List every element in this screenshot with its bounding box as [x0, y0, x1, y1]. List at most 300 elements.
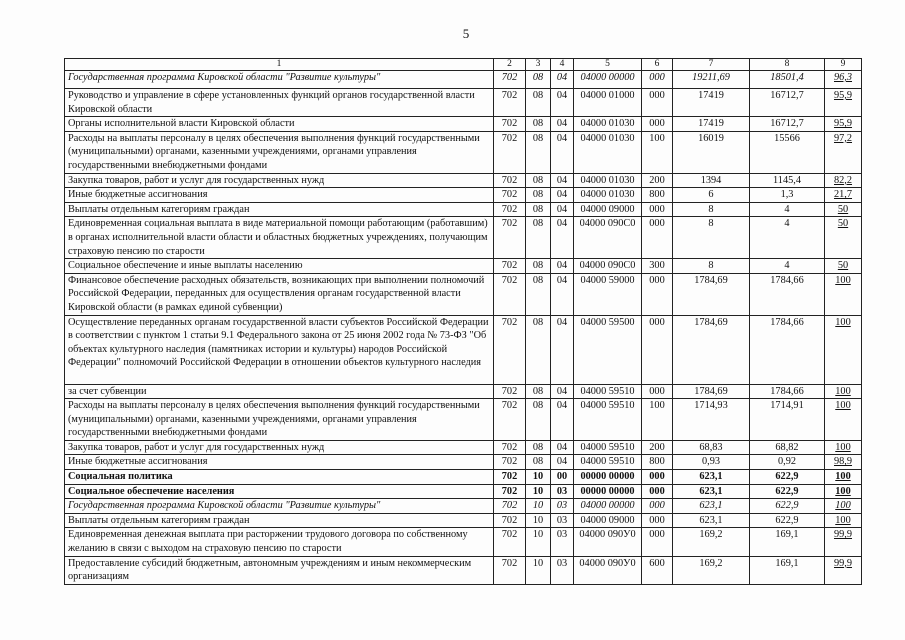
cell-col-4	[551, 188, 574, 203]
cell-value: 000	[649, 316, 665, 328]
cell-value: 000	[649, 514, 665, 526]
cell-col-9	[825, 513, 862, 528]
cell-value: 0,93	[701, 456, 721, 468]
cell-col-8	[750, 315, 825, 384]
cell-value: 04000 59510	[580, 400, 635, 412]
cell-value: 100	[835, 471, 851, 483]
cell-col-5	[574, 528, 642, 556]
cell-col-4	[551, 513, 574, 528]
cell-col-7	[673, 455, 750, 470]
cell-value: 08	[532, 189, 544, 201]
table-row	[65, 513, 862, 528]
table-row	[65, 173, 862, 188]
cell-col-8	[750, 89, 825, 117]
cell-value: 702	[501, 316, 518, 328]
cell-col-2	[494, 315, 526, 384]
cell-value: 04	[556, 441, 568, 453]
cell-value: 04000 59510	[580, 385, 635, 397]
cell-value: 622,9	[775, 514, 799, 526]
cell-col-2	[494, 89, 526, 117]
cell-value: 300	[649, 260, 665, 272]
table-row	[65, 259, 862, 274]
cell-value: 99,9	[833, 557, 853, 569]
cell-col-9	[825, 315, 862, 384]
cell-value: 04	[556, 316, 568, 328]
cell-value: 19211,69	[692, 72, 730, 83]
cell-col-9	[825, 399, 862, 441]
cell-col-9	[825, 71, 862, 89]
table-row	[65, 440, 862, 455]
cell-value: 99,9	[833, 529, 853, 541]
cell-value: 97,2	[833, 132, 853, 144]
cell-value: 100	[835, 385, 851, 397]
cell-col-2	[494, 470, 526, 485]
cell-value: 04000 59000	[580, 274, 635, 286]
cell-value: 08	[532, 218, 544, 230]
cell-col-5	[574, 188, 642, 203]
cell-value: 1784,69	[694, 316, 728, 328]
cell-col-7	[673, 131, 750, 173]
cell-value: 600	[649, 557, 665, 569]
cell-col-3	[526, 513, 551, 528]
cell-value: 17419	[698, 90, 724, 101]
cell-value: 03	[556, 557, 568, 569]
cell-value: 1714,91	[770, 400, 804, 412]
row-description: Руководство и управление в сфере установленных функций органов государственной власти Кировской области	[65, 89, 494, 117]
cell-value: 16712,7	[770, 90, 804, 101]
cell-value: 00000 00000	[580, 471, 635, 483]
cell-value: 702	[501, 514, 518, 526]
cell-value: 03	[556, 529, 568, 541]
row-description: Социальное обеспечение населения	[65, 484, 494, 499]
header-cell: 7	[673, 59, 750, 71]
cell-col-2	[494, 384, 526, 399]
cell-col-8	[750, 217, 825, 259]
cell-value: 04	[556, 174, 568, 186]
cell-value: 04	[556, 203, 568, 215]
cell-col-3	[526, 455, 551, 470]
row-description: Иные бюджетные ассигнования	[65, 188, 494, 203]
cell-col-6	[642, 315, 673, 384]
row-description: Государственная программа Кировской области "Развитие культуры"	[65, 71, 494, 89]
row-description: Иные бюджетные ассигнования	[65, 455, 494, 470]
table-row	[65, 315, 862, 384]
cell-col-5	[574, 315, 642, 384]
cell-col-5	[574, 440, 642, 455]
cell-value: 04000 59510	[580, 441, 635, 453]
cell-value: 1714,93	[694, 400, 728, 412]
cell-value: 702	[501, 274, 518, 286]
cell-col-9	[825, 117, 862, 132]
cell-col-4	[551, 528, 574, 556]
cell-col-2	[494, 259, 526, 274]
cell-col-9	[825, 273, 862, 315]
cell-value: 1784,66	[770, 385, 804, 397]
row-description: Государственная программа Кировской области "Развитие культуры"	[65, 499, 494, 514]
cell-value: 000	[649, 471, 665, 483]
cell-col-8	[750, 71, 825, 89]
cell-value: 000	[649, 203, 665, 215]
cell-col-8	[750, 188, 825, 203]
cell-col-6	[642, 470, 673, 485]
cell-value: 622,9	[775, 485, 799, 497]
cell-value: 100	[835, 400, 851, 412]
cell-value: 623,1	[699, 485, 723, 497]
row-description: Закупка товаров, работ и услуг для государственных нужд	[65, 440, 494, 455]
table-row	[65, 384, 862, 399]
row-description: за счет субвенции	[65, 384, 494, 399]
cell-value: 1784,69	[694, 274, 728, 286]
cell-value: 04	[556, 189, 568, 201]
cell-value: 04000 00000	[580, 500, 635, 512]
cell-value: 04000 01000	[580, 90, 635, 101]
cell-value: 18501,4	[770, 72, 804, 83]
cell-col-6	[642, 556, 673, 584]
cell-value: 169,1	[775, 529, 799, 541]
cell-col-3	[526, 188, 551, 203]
cell-value: 4	[784, 218, 790, 230]
cell-col-9	[825, 440, 862, 455]
cell-value: 04	[556, 456, 568, 468]
cell-value: 1,3	[780, 189, 794, 201]
cell-col-9	[825, 528, 862, 556]
cell-col-3	[526, 384, 551, 399]
cell-col-5	[574, 484, 642, 499]
cell-col-6	[642, 528, 673, 556]
cell-value: 08	[532, 400, 544, 412]
cell-value: 04000 01030	[580, 132, 635, 144]
cell-col-6	[642, 188, 673, 203]
cell-value: 08	[532, 456, 544, 468]
cell-value: 4	[784, 260, 790, 272]
cell-value: 68,83	[699, 441, 723, 453]
cell-col-9	[825, 556, 862, 584]
cell-col-6	[642, 89, 673, 117]
cell-col-2	[494, 188, 526, 203]
cell-col-6	[642, 484, 673, 499]
cell-col-7	[673, 273, 750, 315]
cell-value: 000	[649, 529, 665, 541]
cell-value: 82,2	[833, 174, 853, 186]
cell-value: 08	[532, 274, 544, 286]
cell-value: 1394	[700, 174, 722, 186]
cell-col-9	[825, 499, 862, 514]
cell-col-7	[673, 528, 750, 556]
cell-value: 100	[649, 132, 665, 144]
cell-value: 169,2	[699, 529, 723, 541]
cell-col-7	[673, 484, 750, 499]
cell-col-7	[673, 217, 750, 259]
cell-value: 10	[532, 529, 544, 541]
cell-value: 702	[501, 441, 518, 453]
cell-value: 08	[532, 316, 544, 328]
cell-col-8	[750, 455, 825, 470]
cell-col-8	[750, 484, 825, 499]
cell-col-4	[551, 217, 574, 259]
cell-value: 169,1	[775, 557, 799, 569]
header-cell: 9	[825, 59, 862, 71]
cell-col-7	[673, 188, 750, 203]
cell-value: 702	[501, 132, 518, 144]
cell-col-3	[526, 399, 551, 441]
cell-value: 03	[556, 485, 568, 497]
cell-col-6	[642, 513, 673, 528]
cell-col-2	[494, 513, 526, 528]
cell-value: 03	[556, 500, 568, 512]
cell-value: 96,3	[833, 72, 853, 83]
cell-value: 08	[532, 72, 544, 83]
cell-col-7	[673, 513, 750, 528]
cell-value: 04	[556, 260, 568, 272]
cell-col-8	[750, 259, 825, 274]
cell-col-5	[574, 399, 642, 441]
cell-value: 1784,66	[770, 316, 804, 328]
cell-value: 702	[501, 118, 518, 130]
cell-value: 16019	[698, 132, 724, 144]
cell-value: 1145,4	[773, 174, 801, 186]
cell-col-8	[750, 399, 825, 441]
cell-value: 702	[501, 90, 518, 101]
cell-col-5	[574, 117, 642, 132]
cell-col-5	[574, 455, 642, 470]
cell-col-8	[750, 556, 825, 584]
cell-col-7	[673, 89, 750, 117]
cell-col-4	[551, 89, 574, 117]
cell-col-3	[526, 440, 551, 455]
cell-col-9	[825, 173, 862, 188]
row-description: Расходы на выплаты персоналу в целях обеспечения выполнения функций государственными (муниципальными) органами, казенными учреждениями, органами управления государственными внебюджетными фондами	[65, 399, 494, 441]
cell-col-3	[526, 499, 551, 514]
cell-col-2	[494, 273, 526, 315]
cell-col-2	[494, 131, 526, 173]
cell-col-3	[526, 528, 551, 556]
cell-value: 04	[556, 72, 568, 83]
table-row	[65, 273, 862, 315]
cell-col-9	[825, 259, 862, 274]
cell-value: 04	[556, 132, 568, 144]
cell-value: 702	[501, 557, 518, 569]
cell-col-4	[551, 117, 574, 132]
cell-value: 1784,69	[694, 385, 728, 397]
cell-col-4	[551, 202, 574, 217]
cell-value: 04000 01030	[580, 118, 635, 130]
header-cell: 8	[750, 59, 825, 71]
cell-col-9	[825, 484, 862, 499]
cell-value: 04	[556, 218, 568, 230]
cell-col-6	[642, 217, 673, 259]
cell-col-6	[642, 259, 673, 274]
cell-col-2	[494, 455, 526, 470]
cell-value: 702	[501, 456, 518, 468]
cell-value: 04	[556, 274, 568, 286]
cell-col-5	[574, 499, 642, 514]
cell-value: 08	[532, 132, 544, 144]
cell-value: 100	[835, 500, 851, 512]
page-number: 5	[462, 26, 470, 41]
cell-col-5	[574, 384, 642, 399]
cell-value: 04000 01030	[580, 189, 635, 201]
cell-value: 623,1	[699, 514, 723, 526]
cell-value: 200	[649, 441, 665, 453]
cell-value: 50	[837, 260, 849, 272]
cell-col-7	[673, 399, 750, 441]
cell-value: 702	[501, 72, 518, 83]
cell-col-4	[551, 131, 574, 173]
cell-col-4	[551, 173, 574, 188]
budget-table	[64, 58, 862, 585]
cell-value: 15566	[774, 132, 800, 144]
cell-value: 100	[649, 400, 665, 412]
cell-col-2	[494, 399, 526, 441]
cell-value: 000	[649, 72, 665, 83]
cell-value: 8	[708, 203, 714, 215]
table-row	[65, 202, 862, 217]
cell-col-8	[750, 440, 825, 455]
cell-col-8	[750, 384, 825, 399]
row-description: Осуществление переданных органам государственной власти субъектов Российской Федерации в соответствии с пунктом 1 статьи 9.1 Федерального закона от 25 июня 2002 года № 73-ФЗ "Об объектах культурного наследия (памятниках истории и культуры) народов Российской Федерации" полномочий Российской Федерации в отношении объектов культурного наследия	[65, 315, 494, 384]
cell-col-3	[526, 217, 551, 259]
cell-value: 98,9	[833, 456, 853, 468]
cell-value: 702	[501, 529, 518, 541]
cell-value: 00000 00000	[580, 485, 635, 497]
cell-value: 04000 090У0	[579, 529, 636, 541]
cell-col-4	[551, 440, 574, 455]
cell-col-6	[642, 273, 673, 315]
table-row	[65, 556, 862, 584]
cell-value: 000	[649, 218, 665, 230]
header-cell: 4	[551, 59, 574, 71]
cell-value: 702	[501, 174, 518, 186]
cell-col-5	[574, 273, 642, 315]
cell-col-7	[673, 117, 750, 132]
cell-col-3	[526, 556, 551, 584]
row-description: Единовременная денежная выплата при расторжении трудового договора по собственному желанию в связи с выходом на страховую пенсию по старости	[65, 528, 494, 556]
cell-col-9	[825, 89, 862, 117]
cell-value: 100	[835, 441, 851, 453]
cell-col-8	[750, 131, 825, 173]
cell-col-3	[526, 259, 551, 274]
cell-col-9	[825, 455, 862, 470]
row-description: Социальная политика	[65, 470, 494, 485]
cell-col-7	[673, 173, 750, 188]
cell-value: 03	[556, 514, 568, 526]
cell-col-4	[551, 470, 574, 485]
cell-value: 4	[784, 203, 790, 215]
cell-value: 100	[835, 316, 851, 328]
cell-value: 702	[501, 203, 518, 215]
cell-value: 000	[649, 274, 665, 286]
header-cell: 1	[65, 59, 494, 71]
cell-col-2	[494, 71, 526, 89]
cell-value: 95,9	[833, 90, 853, 101]
cell-col-8	[750, 202, 825, 217]
cell-value: 04000 090С0	[579, 218, 636, 230]
cell-value: 169,2	[699, 557, 723, 569]
cell-col-6	[642, 131, 673, 173]
cell-col-3	[526, 131, 551, 173]
cell-value: 702	[501, 189, 518, 201]
cell-col-2	[494, 440, 526, 455]
cell-col-4	[551, 499, 574, 514]
table-row	[65, 131, 862, 173]
cell-col-7	[673, 499, 750, 514]
cell-col-5	[574, 89, 642, 117]
cell-col-8	[750, 273, 825, 315]
cell-value: 10	[532, 485, 544, 497]
cell-col-7	[673, 259, 750, 274]
cell-value: 04000 090С0	[579, 260, 636, 272]
cell-col-8	[750, 470, 825, 485]
cell-col-3	[526, 117, 551, 132]
cell-value: 100	[835, 274, 851, 286]
cell-value: 04000 090У0	[579, 557, 636, 569]
cell-value: 702	[501, 471, 518, 483]
header-cell: 5	[574, 59, 642, 71]
cell-col-4	[551, 455, 574, 470]
cell-col-4	[551, 315, 574, 384]
cell-col-5	[574, 556, 642, 584]
cell-value: 04000 00000	[580, 72, 635, 83]
cell-value: 10	[532, 557, 544, 569]
cell-value: 702	[501, 218, 518, 230]
cell-col-8	[750, 499, 825, 514]
cell-col-2	[494, 202, 526, 217]
cell-col-6	[642, 173, 673, 188]
cell-col-3	[526, 273, 551, 315]
cell-value: 000	[649, 90, 665, 101]
table-row	[65, 89, 862, 117]
cell-value: 10	[532, 514, 544, 526]
cell-value: 000	[649, 118, 665, 130]
row-description: Финансовое обеспечение расходных обязательств, возникающих при выполнении полномочий Российской Федерации, переданных для осуществления органам государственной власти Кировской области (в рамках единой субвенции)	[65, 273, 494, 315]
table-row	[65, 188, 862, 203]
cell-value: 08	[532, 90, 544, 101]
table-row	[65, 484, 862, 499]
cell-value: 50	[837, 218, 849, 230]
cell-col-3	[526, 315, 551, 384]
table-header-row	[65, 59, 862, 71]
cell-col-7	[673, 556, 750, 584]
row-description: Закупка товаров, работ и услуг для государственных нужд	[65, 173, 494, 188]
cell-value: 100	[835, 485, 851, 497]
row-description: Органы исполнительной власти Кировской области	[65, 117, 494, 132]
header-cell: 3	[526, 59, 551, 71]
cell-value: 200	[649, 174, 665, 186]
cell-col-3	[526, 173, 551, 188]
cell-col-7	[673, 71, 750, 89]
cell-col-2	[494, 556, 526, 584]
cell-col-8	[750, 173, 825, 188]
cell-value: 08	[532, 260, 544, 272]
cell-value: 702	[501, 400, 518, 412]
cell-col-3	[526, 89, 551, 117]
cell-value: 04000 09000	[580, 514, 635, 526]
cell-col-4	[551, 399, 574, 441]
cell-value: 08	[532, 118, 544, 130]
cell-col-4	[551, 259, 574, 274]
cell-col-7	[673, 440, 750, 455]
cell-value: 622,9	[775, 500, 799, 512]
cell-value: 000	[649, 485, 665, 497]
cell-value: 08	[532, 441, 544, 453]
cell-col-8	[750, 117, 825, 132]
cell-col-5	[574, 513, 642, 528]
cell-col-6	[642, 117, 673, 132]
table-row	[65, 455, 862, 470]
row-description: Предоставление субсидий бюджетным, автономным учреждениям и иным некоммерческим организациям	[65, 556, 494, 584]
cell-col-6	[642, 440, 673, 455]
cell-value: 0,92	[777, 456, 797, 468]
